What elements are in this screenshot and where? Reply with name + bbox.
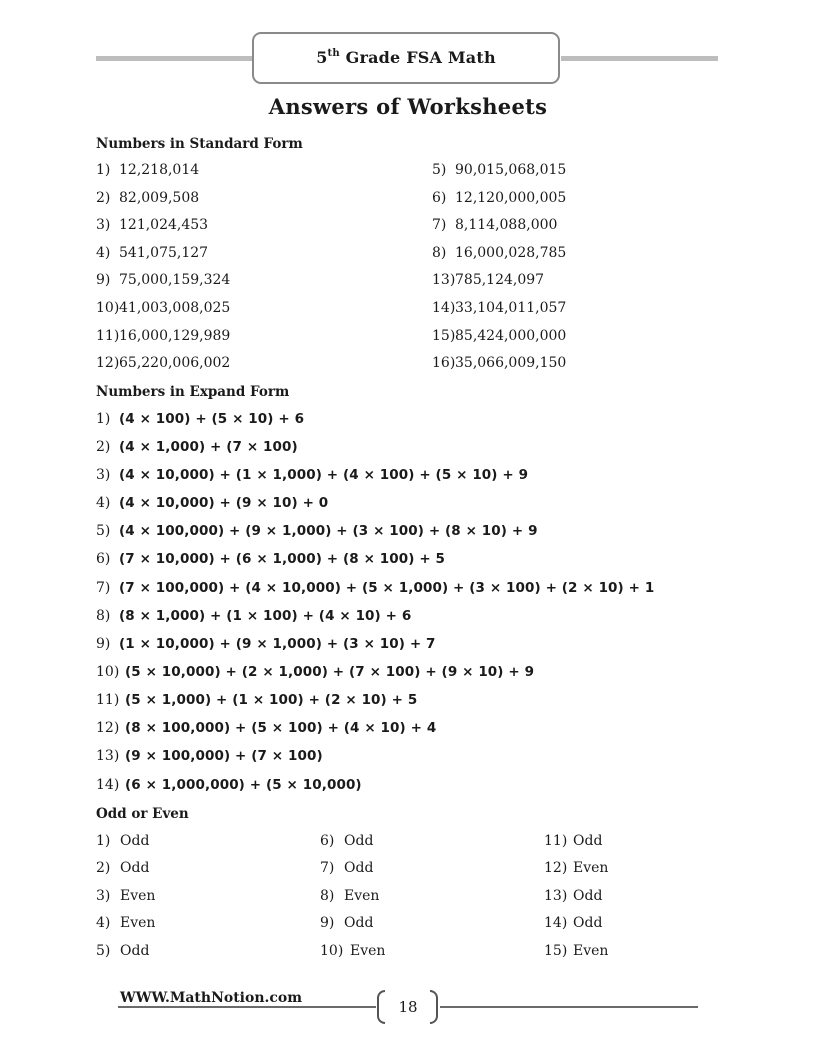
item-number: 8): [432, 245, 447, 261]
header-box: [252, 32, 560, 84]
item-number: 10): [320, 943, 344, 959]
list-item: [96, 833, 149, 849]
footer-rule-right: [440, 1006, 698, 1008]
header-rule-left: [96, 56, 254, 61]
item-number: 1): [96, 411, 111, 427]
item-number: 5): [96, 943, 111, 959]
item-value: Odd: [573, 915, 603, 931]
list-item: [544, 943, 608, 959]
item-number: 3): [96, 217, 111, 233]
item-value: (4 × 100,000) + (9 × 1,000) + (3 × 100) + (8 × 10) + 9: [119, 523, 538, 539]
list-item: [320, 888, 379, 904]
list-item: [96, 467, 528, 483]
page-number-bracket-right: [430, 990, 438, 1024]
item-value: Odd: [120, 860, 150, 876]
list-item: [96, 217, 208, 233]
item-number: 12): [96, 355, 120, 371]
item-number: 14): [544, 915, 568, 931]
list-item: [96, 608, 411, 624]
list-item: [96, 692, 417, 708]
list-item: [96, 915, 155, 931]
item-number: 11): [544, 833, 568, 849]
item-value: 16,000,028,785: [455, 245, 567, 261]
item-number: 15): [432, 328, 456, 344]
item-number: 4): [96, 915, 111, 931]
item-value: 12,218,014: [119, 162, 200, 178]
list-item: [432, 162, 566, 178]
section-title-standard-form: Numbers in Standard Form: [96, 136, 303, 152]
list-item: [544, 833, 602, 849]
list-item: [96, 300, 230, 316]
list-item: [96, 551, 445, 567]
item-value: 75,000,159,324: [119, 272, 231, 288]
item-number: 13): [544, 888, 568, 904]
item-number: 4): [96, 245, 111, 261]
list-item: [96, 580, 654, 596]
list-item: [320, 833, 373, 849]
header-grade-suffix: th: [327, 48, 340, 59]
item-number: 12): [96, 720, 120, 736]
item-number: 7): [320, 860, 335, 876]
item-number: 13): [432, 272, 456, 288]
list-item: [432, 245, 566, 261]
list-item: [96, 245, 208, 261]
item-value: 121,024,453: [119, 217, 209, 233]
item-value: Odd: [120, 943, 150, 959]
item-value: 65,220,006,002: [119, 355, 231, 371]
item-value: 90,015,068,015: [455, 162, 567, 178]
item-value: (4 × 10,000) + (1 × 1,000) + (4 × 100) + (5 × 10) + 9: [119, 467, 529, 483]
item-value: 85,424,000,000: [455, 328, 567, 344]
item-value: (6 × 1,000,000) + (5 × 10,000): [125, 777, 362, 793]
item-value: (4 × 1,000) + (7 × 100): [119, 439, 298, 455]
page-title: Answers of Worksheets: [268, 94, 548, 119]
item-value: Even: [120, 888, 156, 904]
item-number: 1): [96, 833, 111, 849]
list-item: [544, 860, 608, 876]
item-value: 82,009,508: [119, 190, 200, 206]
item-value: Even: [573, 860, 609, 876]
list-item: [96, 355, 230, 371]
item-number: 10): [96, 300, 120, 316]
item-number: 5): [432, 162, 447, 178]
list-item: [320, 943, 385, 959]
item-number: 5): [96, 523, 111, 539]
list-item: [96, 495, 328, 511]
item-value: (7 × 100,000) + (4 × 10,000) + (5 × 1,000) + (3 × 100) + (2 × 10) + 1: [119, 580, 655, 596]
footer-website-link[interactable]: WWW.MathNotion.com: [120, 990, 303, 1006]
item-value: Odd: [344, 860, 374, 876]
item-value: Odd: [120, 833, 150, 849]
item-value: (5 × 10,000) + (2 × 1,000) + (7 × 100) + (9 × 10) + 9: [125, 664, 535, 680]
item-value: Odd: [573, 833, 603, 849]
item-number: 2): [96, 190, 111, 206]
item-number: 4): [96, 495, 111, 511]
list-item: [96, 439, 298, 455]
page-number: 18: [398, 998, 418, 1016]
item-number: 12): [544, 860, 568, 876]
list-item: [432, 300, 566, 316]
item-value: (8 × 100,000) + (5 × 100) + (4 × 10) + 4: [125, 720, 437, 736]
list-item: [96, 411, 304, 427]
section-title-expand-form: Numbers in Expand Form: [96, 384, 290, 400]
list-item: [432, 328, 566, 344]
list-item: [432, 272, 544, 288]
item-number: 3): [96, 467, 111, 483]
item-number: 2): [96, 860, 111, 876]
item-value: Odd: [344, 915, 374, 931]
item-value: Even: [120, 915, 156, 931]
list-item: [96, 888, 155, 904]
item-value: (7 × 10,000) + (6 × 1,000) + (8 × 100) + 5: [119, 551, 446, 567]
item-number: 1): [96, 162, 111, 178]
list-item: [432, 217, 557, 233]
item-value: (8 × 1,000) + (1 × 100) + (4 × 10) + 6: [119, 608, 412, 624]
item-number: 14): [96, 777, 120, 793]
list-item: [96, 636, 436, 652]
list-item: [96, 664, 534, 680]
list-item: [544, 888, 602, 904]
item-number: 15): [544, 943, 568, 959]
list-item: [96, 748, 323, 764]
header-grade-number: 5: [316, 48, 328, 67]
item-value: 33,104,011,057: [455, 300, 567, 316]
item-number: 3): [96, 888, 111, 904]
list-item: [320, 915, 373, 931]
section-title-odd-even: Odd or Even: [96, 806, 189, 822]
item-value: (4 × 100) + (5 × 10) + 6: [119, 411, 305, 427]
item-value: Odd: [573, 888, 603, 904]
list-item: [432, 355, 566, 371]
item-value: (9 × 100,000) + (7 × 100): [125, 748, 323, 764]
page-number-bracket-left: [377, 990, 385, 1024]
list-item: [96, 523, 538, 539]
item-value: Odd: [344, 833, 374, 849]
item-value: (4 × 10,000) + (9 × 10) + 0: [119, 495, 329, 511]
item-number: 6): [320, 833, 335, 849]
item-value: (1 × 10,000) + (9 × 1,000) + (3 × 10) + 7: [119, 636, 436, 652]
list-item: [96, 190, 199, 206]
item-number: 7): [432, 217, 447, 233]
item-value: 41,003,008,025: [119, 300, 231, 316]
item-number: 13): [96, 748, 120, 764]
item-number: 16): [432, 355, 456, 371]
list-item: [96, 777, 362, 793]
list-item: [96, 272, 230, 288]
list-item: [96, 328, 230, 344]
item-number: 9): [96, 272, 111, 288]
list-item: [96, 860, 149, 876]
list-item: [544, 915, 602, 931]
header-title: Grade FSA Math: [339, 48, 496, 67]
item-value: 541,075,127: [119, 245, 209, 261]
item-number: 14): [432, 300, 456, 316]
item-value: Even: [350, 943, 386, 959]
item-value: 12,120,000,005: [455, 190, 567, 206]
item-number: 9): [320, 915, 335, 931]
item-number: 8): [96, 608, 111, 624]
item-value: Even: [344, 888, 380, 904]
item-value: 35,066,009,150: [455, 355, 567, 371]
item-number: 10): [96, 664, 120, 680]
header-rule-right: [561, 56, 718, 61]
item-value: 785,124,097: [455, 272, 545, 288]
item-number: 6): [432, 190, 447, 206]
item-number: 11): [96, 328, 120, 344]
item-value: 8,114,088,000: [455, 217, 558, 233]
item-value: (5 × 1,000) + (1 × 100) + (2 × 10) + 5: [125, 692, 418, 708]
list-item: [96, 943, 149, 959]
item-value: 16,000,129,989: [119, 328, 231, 344]
item-number: 11): [96, 692, 120, 708]
footer-rule-left: [118, 1006, 376, 1008]
list-item: [432, 190, 566, 206]
item-value: Even: [573, 943, 609, 959]
list-item: [96, 162, 199, 178]
item-number: 8): [320, 888, 335, 904]
item-number: 6): [96, 551, 111, 567]
list-item: [96, 720, 436, 736]
list-item: [320, 860, 373, 876]
item-number: 7): [96, 580, 111, 596]
item-number: 2): [96, 439, 111, 455]
item-number: 9): [96, 636, 111, 652]
